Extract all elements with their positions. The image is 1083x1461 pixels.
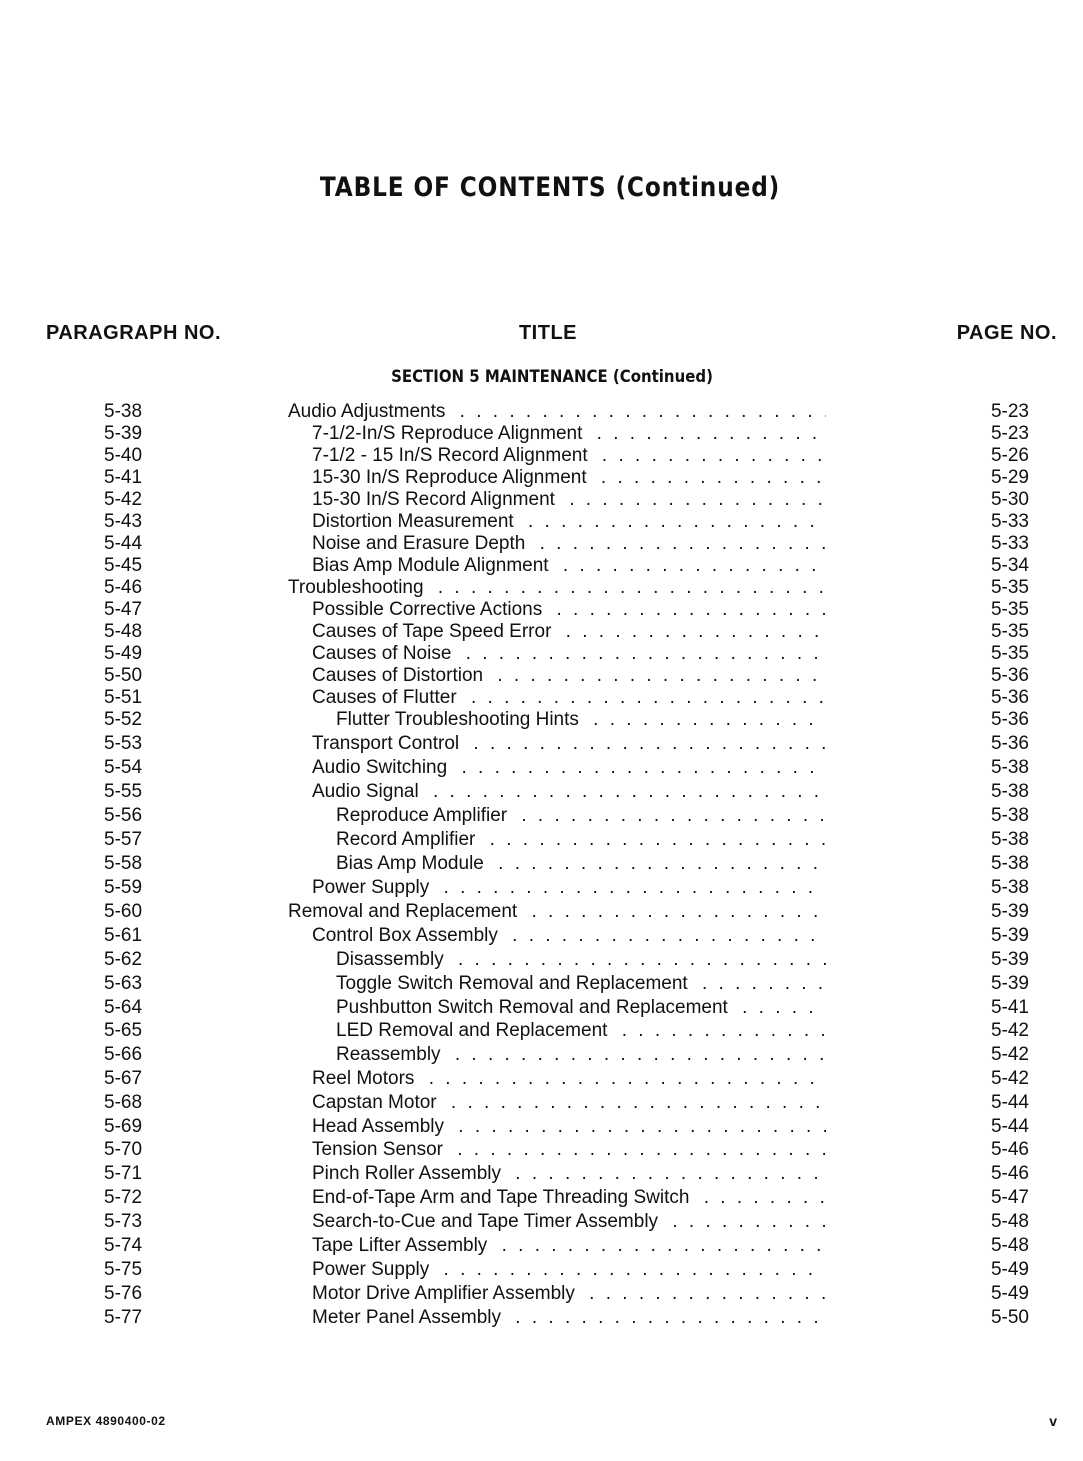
toc-page-number: 5-35 — [990, 643, 1029, 664]
toc-entry — [0, 997, 1083, 1019]
page-number: v — [1049, 1413, 1057, 1429]
toc-page-number: 5-23 — [990, 423, 1029, 444]
toc-page-number: 5-48 — [990, 1211, 1029, 1232]
toc-entry — [0, 853, 1083, 875]
toc-page-number: 5-44 — [990, 1092, 1029, 1113]
toc-entry — [0, 1116, 1083, 1138]
toc-entry-title: 7-1/2 - 15 In/S Record Alignment . . . — [312, 445, 826, 467]
toc-entry — [0, 949, 1083, 971]
toc-paragraph-number: 5-39 — [104, 423, 143, 444]
toc-paragraph-number: 5-55 — [104, 781, 143, 802]
toc-paragraph-number: 5-63 — [104, 973, 143, 994]
document-number: AMPEX 4890400-02 — [46, 1414, 166, 1428]
toc-page-number: 5-42 — [990, 1020, 1029, 1041]
paragraph-no-header: PARAGRAPH NO. — [46, 322, 222, 344]
toc-page-number: 5-41 — [990, 997, 1029, 1018]
toc-entry-title: Motor Drive Amplifier Assembly . . . — [312, 1283, 826, 1305]
toc-paragraph-number: 5-52 — [104, 709, 143, 730]
toc-page-number: 5-29 — [990, 467, 1029, 488]
toc-entry-title: Audio Adjustments . . . — [288, 401, 826, 423]
toc-page-number: 5-34 — [990, 555, 1029, 576]
toc-entry-title: Reassembly . . . — [336, 1044, 826, 1066]
toc-paragraph-number: 5-47 — [104, 599, 143, 620]
toc-paragraph-number: 5-68 — [104, 1092, 143, 1113]
toc-page-number: 5-47 — [990, 1187, 1029, 1208]
toc-entry — [0, 1211, 1083, 1233]
toc-page-number: 5-33 — [990, 533, 1029, 554]
toc-paragraph-number: 5-73 — [104, 1211, 143, 1232]
toc-page-number: 5-39 — [990, 949, 1029, 970]
toc-entry-title: Record Amplifier . . . — [336, 829, 826, 851]
toc-entry — [0, 829, 1083, 851]
toc-page-number: 5-35 — [990, 621, 1029, 642]
toc-entry-title: Bias Amp Module Alignment . . . — [312, 555, 826, 577]
toc-page-number: 5-42 — [990, 1044, 1029, 1065]
toc-entry-title: Reproduce Amplifier . . . — [336, 805, 826, 827]
toc-entry — [0, 1020, 1083, 1042]
toc-entry — [0, 877, 1083, 899]
toc-entry — [0, 925, 1083, 947]
toc-paragraph-number: 5-45 — [104, 555, 143, 576]
toc-page-number: 5-33 — [990, 511, 1029, 532]
toc-page-number: 5-50 — [990, 1307, 1029, 1328]
toc-entry-title: Power Supply . . . — [312, 1259, 826, 1281]
toc-paragraph-number: 5-60 — [104, 901, 143, 922]
toc-page-number: 5-48 — [990, 1235, 1029, 1256]
toc-paragraph-number: 5-59 — [104, 877, 143, 898]
toc-paragraph-number: 5-69 — [104, 1116, 143, 1137]
toc-entry-title: Distortion Measurement . . . — [312, 511, 826, 533]
toc-entry-title: Reel Motors . . . — [312, 1068, 826, 1090]
toc-page-number: 5-46 — [990, 1139, 1029, 1160]
toc-entry-title: Audio Signal . . . — [312, 781, 826, 803]
toc-page-number: 5-35 — [990, 599, 1029, 620]
toc-entry — [0, 1092, 1083, 1114]
toc-entry — [0, 1187, 1083, 1209]
toc-entry-title: End-of-Tape Arm and Tape Threading Switch . . . — [312, 1187, 826, 1209]
toc-entry-title: Audio Switching . . . — [312, 757, 826, 779]
toc-page-number: 5-46 — [990, 1163, 1029, 1184]
toc-entry-title: 15-30 In/S Record Alignment . . . — [312, 489, 826, 511]
toc-paragraph-number: 5-51 — [104, 687, 143, 708]
toc-paragraph-number: 5-58 — [104, 853, 143, 874]
toc-entry-title: 15-30 In/S Reproduce Alignment . . . — [312, 467, 826, 489]
toc-entry — [0, 1068, 1083, 1090]
toc-page-number: 5-36 — [990, 733, 1029, 754]
title-header: TITLE — [518, 322, 578, 344]
toc-entry-title: Pushbutton Switch Removal and Replacement . . . — [336, 997, 826, 1019]
toc-page-number: 5-36 — [990, 687, 1029, 708]
toc-paragraph-number: 5-72 — [104, 1187, 143, 1208]
toc-entry — [0, 643, 1083, 665]
toc-entry-title: Tape Lifter Assembly . . . — [312, 1235, 826, 1257]
toc-entry-title: Removal and Replacement . . . — [288, 901, 826, 923]
toc-paragraph-number: 5-74 — [104, 1235, 143, 1256]
toc-paragraph-number: 5-67 — [104, 1068, 143, 1089]
toc-paragraph-number: 5-64 — [104, 997, 143, 1018]
toc-page-number: 5-38 — [990, 781, 1029, 802]
toc-entry — [0, 401, 1083, 423]
toc-paragraph-number: 5-43 — [104, 511, 143, 532]
toc-entry — [0, 973, 1083, 995]
toc-entry — [0, 423, 1083, 445]
toc-paragraph-number: 5-70 — [104, 1139, 143, 1160]
toc-entry — [0, 1283, 1083, 1305]
toc-entry — [0, 687, 1083, 709]
toc-page-number: 5-39 — [990, 973, 1029, 994]
toc-entry-title: Causes of Distortion . . . — [312, 665, 826, 687]
toc-entry — [0, 621, 1083, 643]
toc-page-number: 5-23 — [990, 401, 1029, 422]
toc-entry-title: Power Supply . . . — [312, 877, 826, 899]
toc-page-number: 5-38 — [990, 757, 1029, 778]
toc-entry-title: Meter Panel Assembly . . . — [312, 1307, 826, 1329]
toc-entry — [0, 577, 1083, 599]
toc-entry — [0, 1163, 1083, 1185]
toc-entry — [0, 599, 1083, 621]
toc-page-number: 5-38 — [990, 805, 1029, 826]
toc-page-number: 5-38 — [990, 829, 1029, 850]
toc-entry-title: Noise and Erasure Depth . . . — [312, 533, 826, 555]
toc-entry-title: Control Box Assembly . . . — [312, 925, 826, 947]
toc-entry — [0, 781, 1083, 803]
toc-paragraph-number: 5-65 — [104, 1020, 143, 1041]
toc-entry-title: LED Removal and Replacement . . . — [336, 1020, 826, 1042]
toc-paragraph-number: 5-50 — [104, 665, 143, 686]
toc-page-number: 5-49 — [990, 1283, 1029, 1304]
page-title: TABLE OF CONTENTS (Continued) — [319, 172, 781, 203]
toc-paragraph-number: 5-76 — [104, 1283, 143, 1304]
toc-page-number: 5-38 — [990, 853, 1029, 874]
toc-entry — [0, 1307, 1083, 1329]
toc-page-number: 5-36 — [990, 709, 1029, 730]
toc-entry-title: 7-1/2-In/S Reproduce Alignment . . . — [312, 423, 826, 445]
toc-page-number: 5-49 — [990, 1259, 1029, 1280]
toc-entry-title: Tension Sensor . . . — [312, 1139, 826, 1161]
toc-entry-title: Flutter Troubleshooting Hints . . . — [336, 709, 826, 731]
toc-page-number: 5-42 — [990, 1068, 1029, 1089]
toc-entry-title: Causes of Noise . . . — [312, 643, 826, 665]
toc-entry — [0, 533, 1083, 555]
toc-paragraph-number: 5-57 — [104, 829, 143, 850]
toc-entry-title: Search-to-Cue and Tape Timer Assembly . . . — [312, 1211, 826, 1233]
toc-entry — [0, 467, 1083, 489]
toc-page-number: 5-39 — [990, 925, 1029, 946]
toc-paragraph-number: 5-53 — [104, 733, 143, 754]
toc-entry-title: Disassembly . . . — [336, 949, 826, 971]
toc-entry-title: Capstan Motor . . . — [312, 1092, 826, 1114]
toc-entry — [0, 757, 1083, 779]
toc-entry — [0, 511, 1083, 533]
toc-paragraph-number: 5-77 — [104, 1307, 143, 1328]
toc-paragraph-number: 5-42 — [104, 489, 143, 510]
page-no-header: PAGE NO. — [956, 322, 1057, 344]
toc-entry — [0, 1235, 1083, 1257]
section-heading: SECTION 5 MAINTENANCE (Continued) — [391, 367, 713, 387]
toc-entry — [0, 709, 1083, 731]
toc-paragraph-number: 5-38 — [104, 401, 143, 422]
toc-entry — [0, 489, 1083, 511]
toc-page-number: 5-35 — [990, 577, 1029, 598]
toc-paragraph-number: 5-71 — [104, 1163, 143, 1184]
toc-paragraph-number: 5-46 — [104, 577, 143, 598]
toc-paragraph-number: 5-44 — [104, 533, 143, 554]
toc-entry — [0, 901, 1083, 923]
toc-page-number: 5-36 — [990, 665, 1029, 686]
toc-entry — [0, 1044, 1083, 1066]
toc-paragraph-number: 5-66 — [104, 1044, 143, 1065]
toc-page-number: 5-38 — [990, 877, 1029, 898]
toc-paragraph-number: 5-61 — [104, 925, 143, 946]
toc-entry-title: Troubleshooting . . . — [288, 577, 826, 599]
toc-entry-title: Causes of Flutter . . . — [312, 687, 826, 709]
toc-entry-title: Toggle Switch Removal and Replacement . . . — [336, 973, 826, 995]
toc-entry-title: Transport Control . . . — [312, 733, 826, 755]
toc-paragraph-number: 5-41 — [104, 467, 143, 488]
toc-entry-title: Causes of Tape Speed Error . . . — [312, 621, 826, 643]
toc-page-number: 5-30 — [990, 489, 1029, 510]
toc-entry — [0, 665, 1083, 687]
toc-entry — [0, 805, 1083, 827]
toc-entry-title: Bias Amp Module . . . — [336, 853, 826, 875]
toc-entry-title: Possible Corrective Actions . . . — [312, 599, 826, 621]
toc-entry — [0, 555, 1083, 577]
toc-entry — [0, 1139, 1083, 1161]
toc-paragraph-number: 5-54 — [104, 757, 143, 778]
toc-page-number: 5-44 — [990, 1116, 1029, 1137]
toc-paragraph-number: 5-48 — [104, 621, 143, 642]
toc-page-number: 5-39 — [990, 901, 1029, 922]
toc-paragraph-number: 5-75 — [104, 1259, 143, 1280]
toc-entry — [0, 733, 1083, 755]
toc-page-number: 5-26 — [990, 445, 1029, 466]
toc-paragraph-number: 5-49 — [104, 643, 143, 664]
toc-entry-title: Pinch Roller Assembly . . . — [312, 1163, 826, 1185]
toc-paragraph-number: 5-40 — [104, 445, 143, 466]
toc-entry — [0, 445, 1083, 467]
toc-paragraph-number: 5-62 — [104, 949, 143, 970]
toc-paragraph-number: 5-56 — [104, 805, 143, 826]
toc-entry — [0, 1259, 1083, 1281]
toc-entry-title: Head Assembly . . . — [312, 1116, 826, 1138]
